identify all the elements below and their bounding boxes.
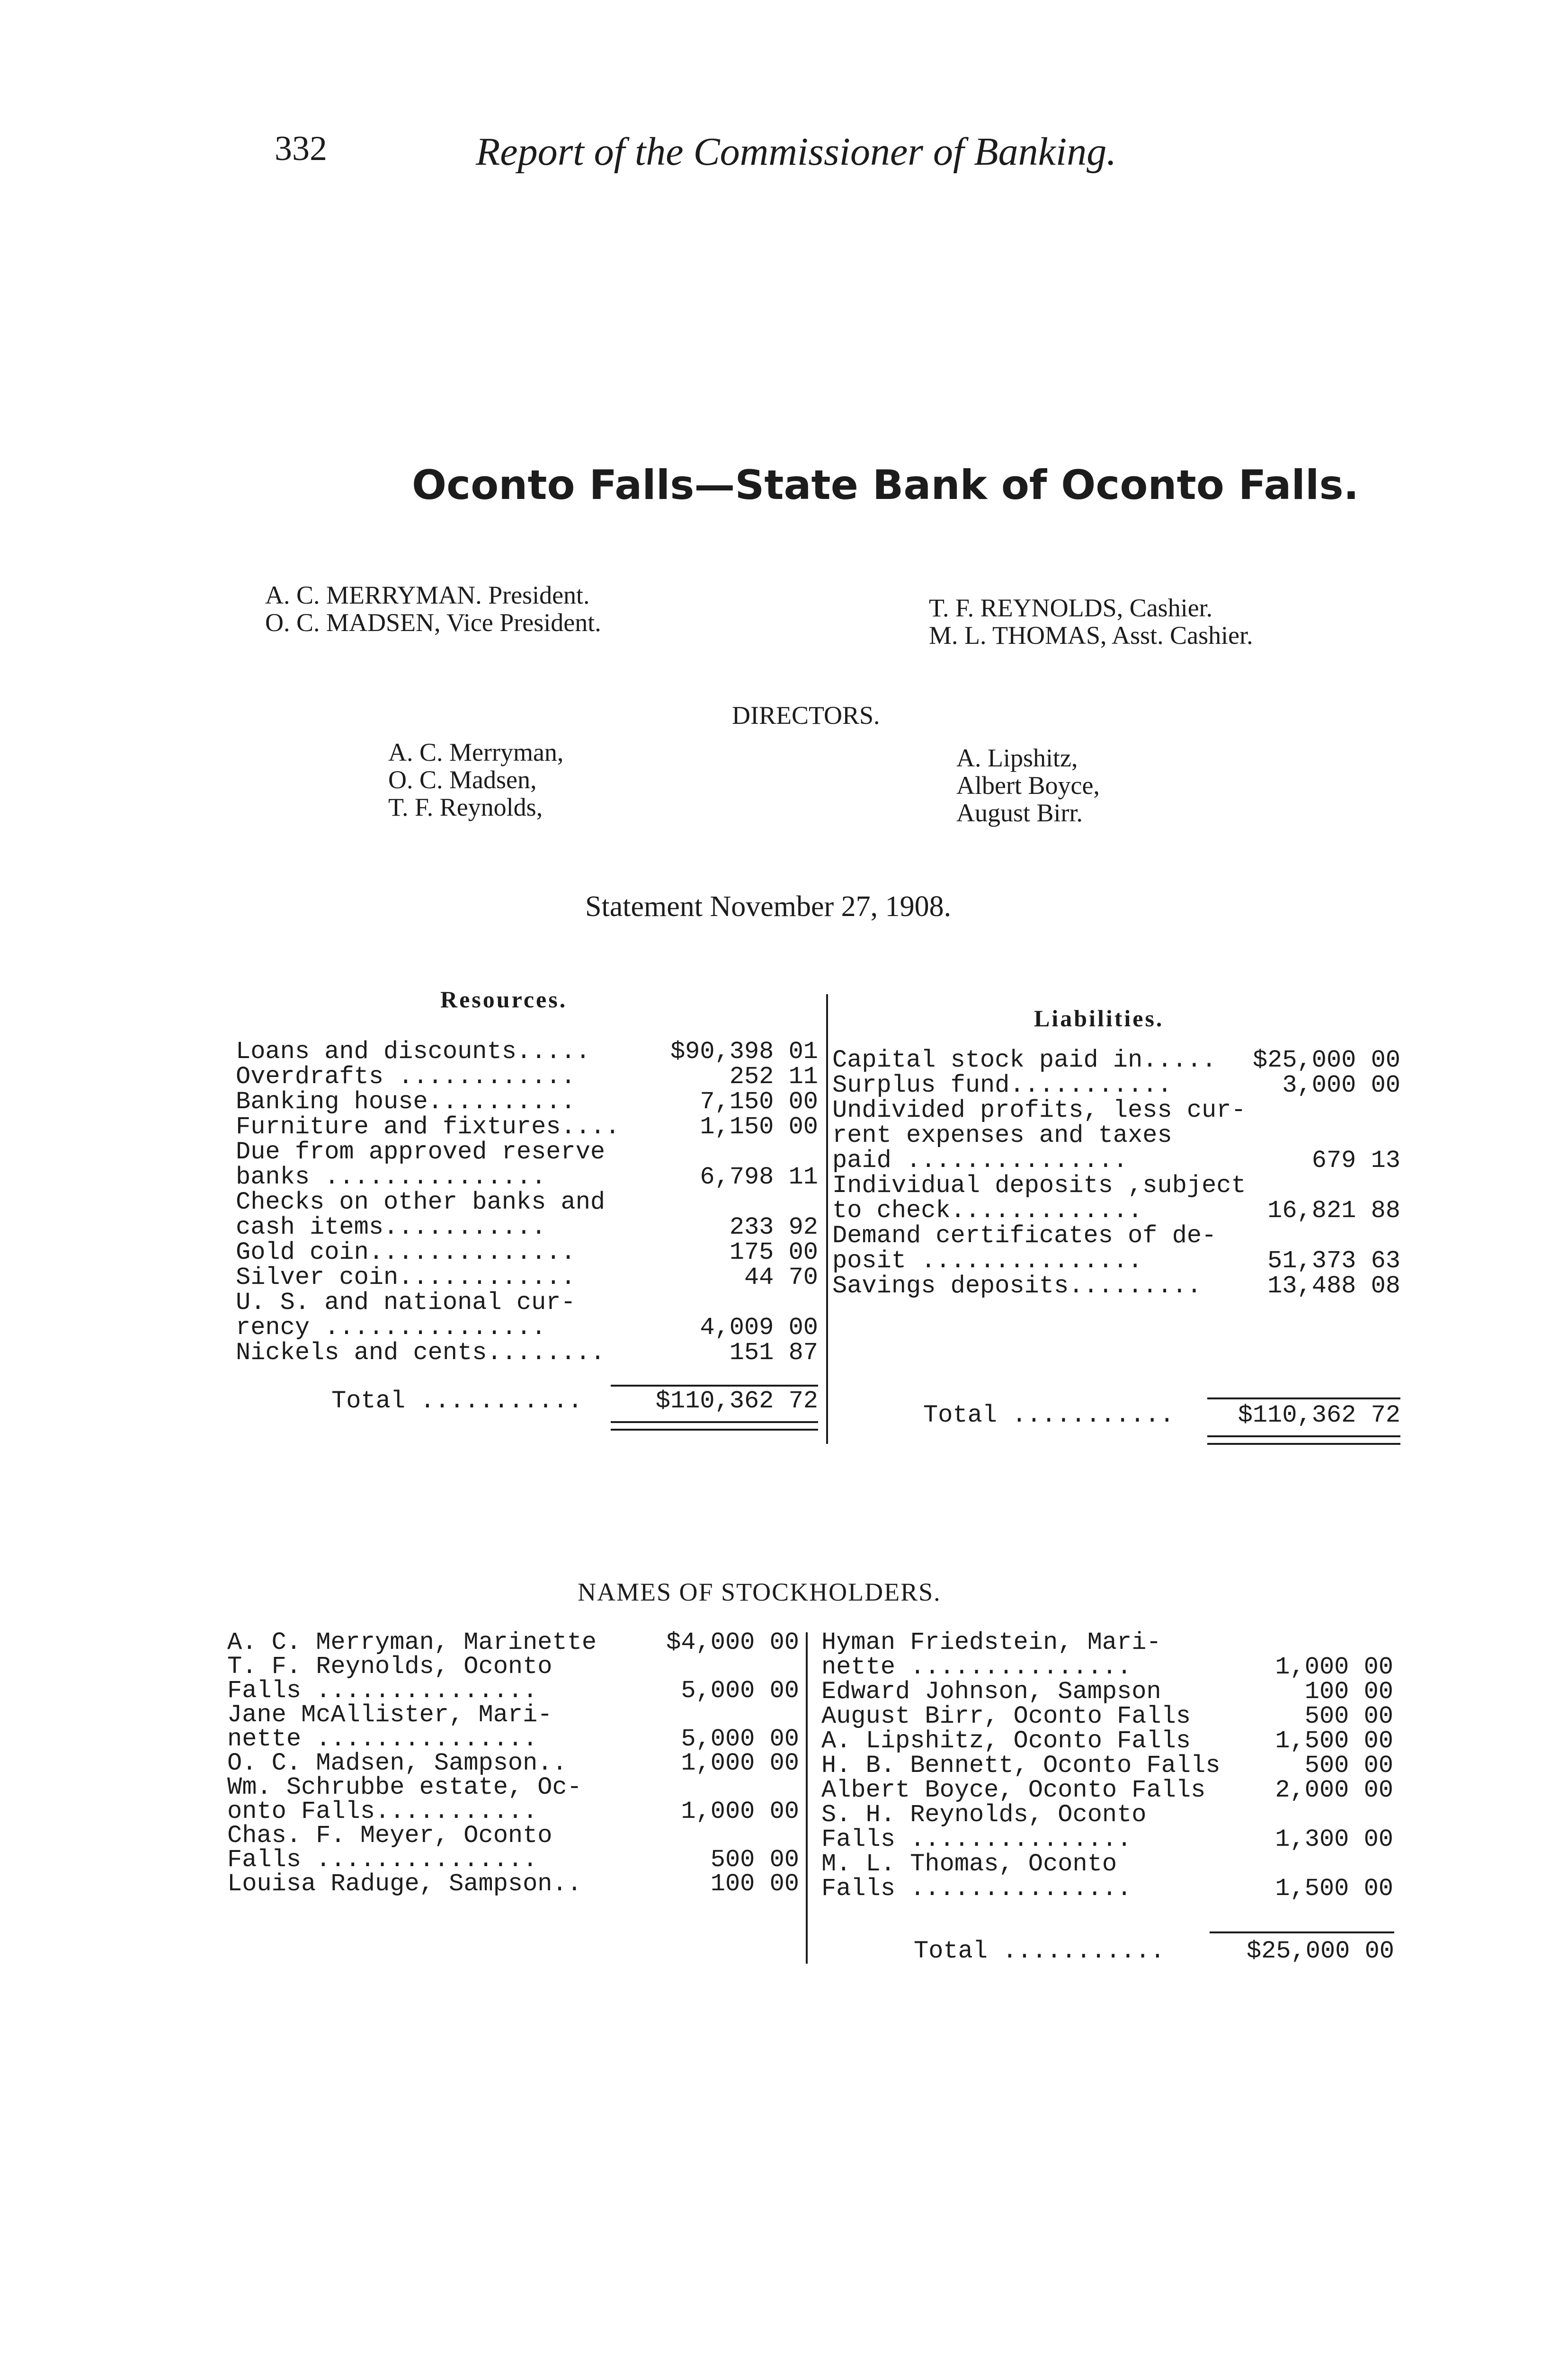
ledger-item-amount: 1,000 00 <box>681 1797 799 1825</box>
ledger-row <box>821 1801 1393 1829</box>
ledger-item-label: Furniture and fixtures.... <box>236 1113 620 1141</box>
ledger-row <box>821 1628 1393 1656</box>
ledger-row <box>236 1038 818 1066</box>
ledger-item-label: paid ............... <box>832 1147 1128 1175</box>
directors-left <box>388 739 563 821</box>
director-name: Albert Boyce, <box>956 771 1100 800</box>
director-name: O. C. Madsen, <box>388 765 537 794</box>
stockholders-column-divider <box>806 1632 808 1964</box>
ledger-row <box>832 1147 1400 1175</box>
liabilities-total-amount: $110,362 72 <box>1238 1401 1400 1429</box>
directors-right <box>956 744 1100 827</box>
ledger-item-amount: 51,373 63 <box>1267 1247 1400 1275</box>
ledger-row <box>821 1752 1393 1780</box>
ledger-item-label: Due from approved reserve <box>236 1138 606 1166</box>
ledger-item-label: M. L. Thomas, Oconto <box>821 1850 1117 1878</box>
ledger-item-amount: 679 13 <box>1311 1147 1400 1175</box>
ledger-item-amount: 151 87 <box>729 1339 818 1367</box>
resources-heading: Resources. <box>440 986 568 1013</box>
bank-title: Oconto Falls—State Bank of Oconto Falls. <box>412 462 1359 509</box>
ledger-row <box>821 1875 1393 1903</box>
ledger-item-label: Demand certificates of de- <box>832 1222 1217 1250</box>
directors-heading: DIRECTORS. <box>732 701 880 730</box>
stockholders-total-amount: $25,000 00 <box>1246 1937 1394 1965</box>
ledger-item-amount: 500 00 <box>1304 1752 1393 1780</box>
ledger-row <box>236 1314 818 1342</box>
ledger-row <box>832 1222 1400 1250</box>
ledger-item-amount: 1,500 00 <box>1275 1727 1393 1755</box>
ledger-row <box>227 1701 799 1729</box>
ledger-item-label: Falls ............... <box>227 1846 538 1874</box>
ledger-row <box>236 1113 818 1141</box>
ledger-row <box>227 1846 799 1874</box>
stockholders-total-rule <box>1210 1931 1394 1933</box>
ledger-item-label: posit ............... <box>832 1247 1143 1275</box>
ledger-item-label: rent expenses and taxes <box>832 1121 1172 1149</box>
officer-vice-president: O. C. MADSEN, Vice President. <box>265 608 601 637</box>
ledger-item-amount: 1,150 00 <box>700 1113 818 1141</box>
ledger-item-label: A. Lipshitz, Oconto Falls <box>821 1727 1191 1755</box>
ledger-item-label: Falls ............... <box>227 1677 538 1705</box>
ledger-row <box>236 1264 818 1289</box>
ledger-item-label: T. F. Reynolds, Oconto <box>227 1653 552 1681</box>
ledger-row <box>236 1063 818 1091</box>
ledger-item-label: August Birr, Oconto Falls <box>821 1702 1191 1730</box>
ledger-row <box>821 1653 1393 1681</box>
ledger-item-amount: 5,000 00 <box>681 1677 799 1705</box>
liabilities-total-rule <box>1207 1397 1400 1399</box>
ledger-item-amount: $25,000 00 <box>1252 1046 1400 1074</box>
ledger-item-label: Chas. F. Meyer, Oconto <box>227 1822 552 1850</box>
ledger-item-amount: 233 92 <box>729 1213 818 1241</box>
resources-total-rule <box>611 1385 818 1387</box>
ledger-row <box>236 1138 818 1166</box>
column-divider <box>826 994 828 1444</box>
ledger-item-label: Falls ............... <box>821 1875 1132 1903</box>
ledger-item-label: Albert Boyce, Oconto Falls <box>821 1776 1206 1804</box>
ledger-item-amount: 252 11 <box>729 1063 818 1091</box>
ledger-item-amount: 3,000 00 <box>1282 1071 1400 1099</box>
ledger-item-label: Surplus fund........... <box>832 1071 1172 1099</box>
ledger-item-label: banks ............... <box>236 1163 546 1191</box>
ledger-item-amount: 500 00 <box>1304 1702 1393 1730</box>
ledger-row <box>236 1339 818 1367</box>
ledger-item-amount: 16,821 88 <box>1267 1197 1400 1225</box>
liabilities-total-label: Total ........... <box>923 1401 1175 1429</box>
ledger-row <box>832 1046 1400 1074</box>
ledger-row <box>821 1702 1393 1730</box>
ledger-item-amount: 175 00 <box>729 1238 818 1266</box>
ledger-item-label: Banking house.......... <box>236 1088 576 1116</box>
ledger-item-label: S. H. Reynolds, Oconto <box>821 1801 1147 1829</box>
ledger-row <box>227 1628 799 1656</box>
ledger-item-amount: 2,000 00 <box>1275 1776 1393 1804</box>
statement-date: Statement November 27, 1908. <box>585 890 952 923</box>
ledger-item-label: Overdrafts ............ <box>236 1063 576 1091</box>
officers-left <box>265 581 601 636</box>
running-title: Report of the Commissioner of Banking. <box>476 130 1117 174</box>
ledger-item-label: H. B. Bennett, Oconto Falls <box>821 1752 1221 1780</box>
ledger-item-label: Wm. Schrubbe estate, Oc- <box>227 1773 582 1801</box>
officer-president: A. C. MERRYMAN. President. <box>265 581 590 609</box>
ledger-row <box>821 1776 1393 1804</box>
ledger-row <box>227 1725 799 1753</box>
ledger-row <box>236 1188 818 1216</box>
ledger-row <box>236 1289 818 1317</box>
liabilities-heading: Liabilities. <box>1034 1005 1164 1032</box>
director-name: T. F. Reynolds, <box>388 793 543 821</box>
ledger-row <box>227 1870 799 1898</box>
stockholders-heading: NAMES OF STOCKHOLDERS. <box>578 1578 941 1606</box>
ledger-item-label: Gold coin.............. <box>236 1238 576 1266</box>
ledger-item-label: rency ............... <box>236 1314 546 1342</box>
ledger-item-label: Edward Johnson, Sampson <box>821 1678 1161 1706</box>
ledger-item-amount: 500 00 <box>710 1846 799 1874</box>
stockholders-total-label: Total ........... <box>914 1937 1165 1965</box>
ledger-row <box>832 1071 1400 1099</box>
ledger-item-amount: $90,398 01 <box>670 1038 818 1066</box>
ledger-item-label: Nickels and cents........ <box>236 1339 606 1367</box>
ledger-row <box>227 1749 799 1777</box>
ledger-item-label: nette ............... <box>227 1725 538 1753</box>
ledger-item-label: Louisa Raduge, Sampson.. <box>227 1870 582 1898</box>
ledger-item-label: nette ............... <box>821 1653 1132 1681</box>
ledger-row <box>832 1121 1400 1147</box>
ledger-row <box>236 1213 818 1241</box>
ledger-row <box>821 1727 1393 1755</box>
officers-right <box>929 594 1253 649</box>
ledger-item-amount: 5,000 00 <box>681 1725 799 1753</box>
ledger-item-label: U. S. and national cur- <box>236 1289 576 1317</box>
ledger-item-label: Checks on other banks and <box>236 1188 606 1216</box>
ledger-row <box>832 1247 1400 1275</box>
ledger-item-label: onto Falls........... <box>227 1797 538 1825</box>
ledger-item-amount: 1,000 00 <box>1275 1653 1393 1681</box>
ledger-item-label: cash items........... <box>236 1213 546 1241</box>
officer-cashier: T. F. REYNOLDS, Cashier. <box>929 594 1213 622</box>
ledger-item-label: A. C. Merryman, Marinette <box>227 1628 597 1656</box>
director-name: August Birr. <box>956 799 1083 827</box>
ledger-item-label: Jane McAllister, Mari- <box>227 1701 552 1729</box>
ledger-item-amount: 13,488 08 <box>1267 1272 1400 1300</box>
ledger-item-label: O. C. Madsen, Sampson.. <box>227 1749 567 1777</box>
ledger-row <box>821 1850 1393 1878</box>
ledger-row <box>832 1197 1400 1225</box>
ledger-item-amount: $4,000 00 <box>666 1628 799 1656</box>
ledger-item-amount: 1,000 00 <box>681 1749 799 1777</box>
page-number: 332 <box>275 129 327 168</box>
ledger-item-label: Savings deposits......... <box>832 1272 1202 1300</box>
liabilities-double-rule <box>1207 1435 1400 1445</box>
ledger-row <box>832 1272 1400 1300</box>
ledger-row <box>236 1238 818 1264</box>
ledger-item-label: Silver coin............ <box>236 1264 576 1291</box>
ledger-item-label: Individual deposits ,subject <box>832 1172 1246 1200</box>
resources-double-rule <box>611 1421 818 1431</box>
ledger-item-label: to check............. <box>832 1197 1143 1225</box>
ledger-item-label: Hyman Friedstein, Mari- <box>821 1628 1161 1656</box>
ledger-item-amount: 100 00 <box>1304 1678 1393 1706</box>
ledger-row <box>236 1088 818 1116</box>
ledger-row <box>236 1163 818 1191</box>
director-name: A. C. Merryman, <box>388 738 564 766</box>
ledger-row <box>227 1797 799 1825</box>
officer-asst-cashier: M. L. THOMAS, Asst. Cashier. <box>929 621 1253 650</box>
ledger-row <box>227 1822 799 1850</box>
ledger-row <box>227 1653 799 1681</box>
director-name: A. Lipshitz, <box>956 744 1078 772</box>
ledger-item-amount: 4,009 00 <box>700 1314 818 1342</box>
ledger-item-label: Capital stock paid in..... <box>832 1046 1217 1074</box>
ledger-item-label: Undivided profits, less cur- <box>832 1096 1246 1124</box>
resources-total-label: Total ........... <box>331 1387 583 1415</box>
ledger-row <box>227 1773 799 1801</box>
ledger-row <box>832 1096 1400 1124</box>
ledger-item-amount: 1,500 00 <box>1275 1875 1393 1903</box>
ledger-row <box>821 1678 1393 1706</box>
ledger-item-amount: 1,300 00 <box>1275 1825 1393 1853</box>
ledger-item-amount: 100 00 <box>710 1870 799 1898</box>
ledger-item-amount: 6,798 11 <box>700 1163 818 1191</box>
ledger-row <box>832 1172 1400 1200</box>
ledger-row <box>227 1677 799 1705</box>
ledger-item-label: Falls ............... <box>821 1825 1132 1853</box>
ledger-row <box>821 1825 1393 1853</box>
resources-total-amount: $110,362 72 <box>655 1387 818 1415</box>
ledger-item-label: Loans and discounts..... <box>236 1038 590 1066</box>
ledger-item-amount: 44 70 <box>744 1264 818 1291</box>
ledger-item-amount: 7,150 00 <box>700 1088 818 1116</box>
